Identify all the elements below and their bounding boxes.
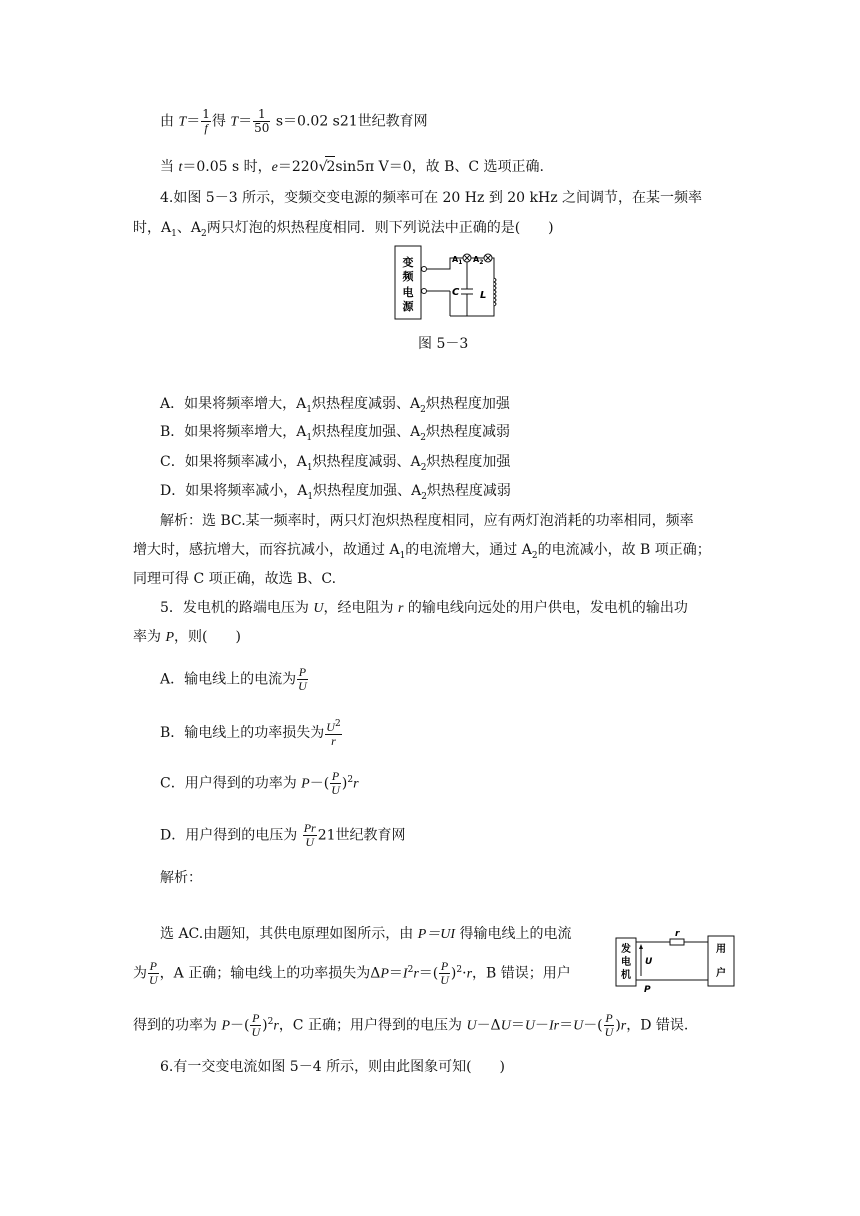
fraction: $\frac{P}{U}$ — [331, 769, 340, 798]
answer-4-line-1: 解析：选 BC.某一频率时，两只灯泡炽热程度相同，应有两灯泡消耗的功率相同，频率 — [160, 513, 694, 529]
source-label-char: 源 — [402, 300, 414, 313]
option-5c: C．用户得到的功率为 P－( $\frac{P}{U}$ )$^2$r — [160, 769, 359, 798]
fraction: $\frac{U^2}{r}$ — [326, 719, 341, 748]
inductor-label: L — [480, 290, 487, 301]
option-5d: D．用户得到的电压为 $\frac{Pr}{U}$ 21世纪教育网 — [160, 821, 406, 849]
lamp-a2-label: $A_2$ — [473, 255, 484, 266]
question-5-line-1: 5．发电机的路端电压为 U，经电阻为 r 的输电线向远处的用户供电，发电机的输出功 — [160, 600, 688, 616]
option-5a: A．输电线上的电流为 $\frac{P}{U}$ — [160, 665, 307, 693]
fraction: $\frac{P}{U}$ — [251, 1011, 261, 1040]
text-line: 当 t＝0.05 s 时，e＝220√2sin5π V＝0，故 B、C 选项正确. — [160, 156, 544, 178]
question-4-line-2: 时，$A_1$、$A_2$两只灯泡的炽热程度相同．则下列说法中正确的是( ) — [133, 220, 554, 239]
answer-4-line-3: 同理可得 C 项正确，故选 B、C. — [133, 571, 337, 587]
answer-5-line-1: 选 AC.由题知，其供电原理如图所示，由 P＝UI 得输电线上的电流 — [160, 926, 572, 942]
fraction: $\frac{P}{U}$ — [298, 665, 307, 693]
option-a: A．如果将频率增大，$A_1$炽热程度减弱、$A_2$炽热程度加强 — [160, 396, 510, 415]
answer-5-line-2: 为 $\frac{P}{U}$ ，A 正确；输电线上的功率损失为$\Delta P=I^2r=$( $\frac{P}{U}$ )$^2$·r，B 错误；用户 — [133, 959, 571, 988]
fraction: $\frac{Pr}{U}$ — [303, 821, 316, 849]
question-6: 6.有一交变电流如图 5－4 所示，则由此图象可知( ) — [160, 1059, 505, 1075]
power-supply-diagram — [614, 924, 744, 994]
user-label-char: 户 — [716, 968, 726, 979]
question-4-line-1: 4.如图 5－3 所示，变频交变电源的频率可在 20 Hz 到 20 kHz 之间调节，在某一频率 — [160, 190, 703, 206]
source-label-char: 变 — [402, 256, 414, 269]
voltage-label: U — [645, 957, 653, 967]
generator-label-char: 机 — [621, 970, 631, 981]
generator-label-char: 电 — [621, 957, 631, 968]
answer-5-line-3: 得到的功率为 P－( $\frac{P}{U}$ )$^2$r，C 正确；用户得到的电压为 U－ΔU＝U－Ir＝U－( $\frac{P}{U}$ )r，D 错误. — [133, 1011, 689, 1040]
answer-5-label: 解析： — [160, 870, 202, 886]
user-label-char: 用 — [716, 944, 726, 955]
question-5-line-2: 率为 P，则( ) — [133, 629, 241, 645]
fraction: $\frac{P}{U}$ — [604, 1011, 614, 1040]
fraction: $\frac{P}{U}$ — [440, 959, 449, 988]
source-label-char: 电 — [402, 286, 414, 299]
option-b: B．如果将频率增大，$A_1$炽热程度加强、$A_2$炽热程度减弱 — [160, 424, 510, 443]
fraction: $\frac{1}{50}$ — [254, 107, 270, 135]
figure-caption: 图 5－3 — [418, 336, 469, 352]
capacitor-label: C — [452, 287, 460, 298]
fraction: $\frac{P}{U}$ — [149, 959, 158, 988]
option-5b: B．输电线上的功率损失为 $\frac{U^2}{r}$ — [160, 719, 341, 748]
option-d: D．如果将频率减小，$A_1$炽热程度加强、$A_2$炽热程度减弱 — [160, 483, 511, 502]
power-label: P — [644, 985, 651, 994]
text-line: 由 T＝ $\frac{1}{f}$ 得 T＝ $\frac{1}{50}$ s＝0.02 s21世纪教育网 — [160, 107, 428, 135]
fraction: $\frac{1}{f}$ — [202, 107, 210, 135]
circuit-figure-5-3 — [394, 244, 504, 322]
resistor-label: r — [675, 929, 680, 939]
source-label-char: 频 — [402, 270, 414, 283]
answer-4-line-2: 增大时，感抗增大，而容抗减小，故通过 $A_1$的电流增大，通过 $A_2$的电流减小，故 B 项正确； — [133, 542, 711, 561]
generator-label-char: 发 — [621, 944, 631, 955]
option-c: C．如果将频率减小，$A_1$炽热程度减弱、$A_2$炽热程度加强 — [160, 454, 511, 473]
lamp-a1-label: $A_1$ — [452, 255, 463, 266]
